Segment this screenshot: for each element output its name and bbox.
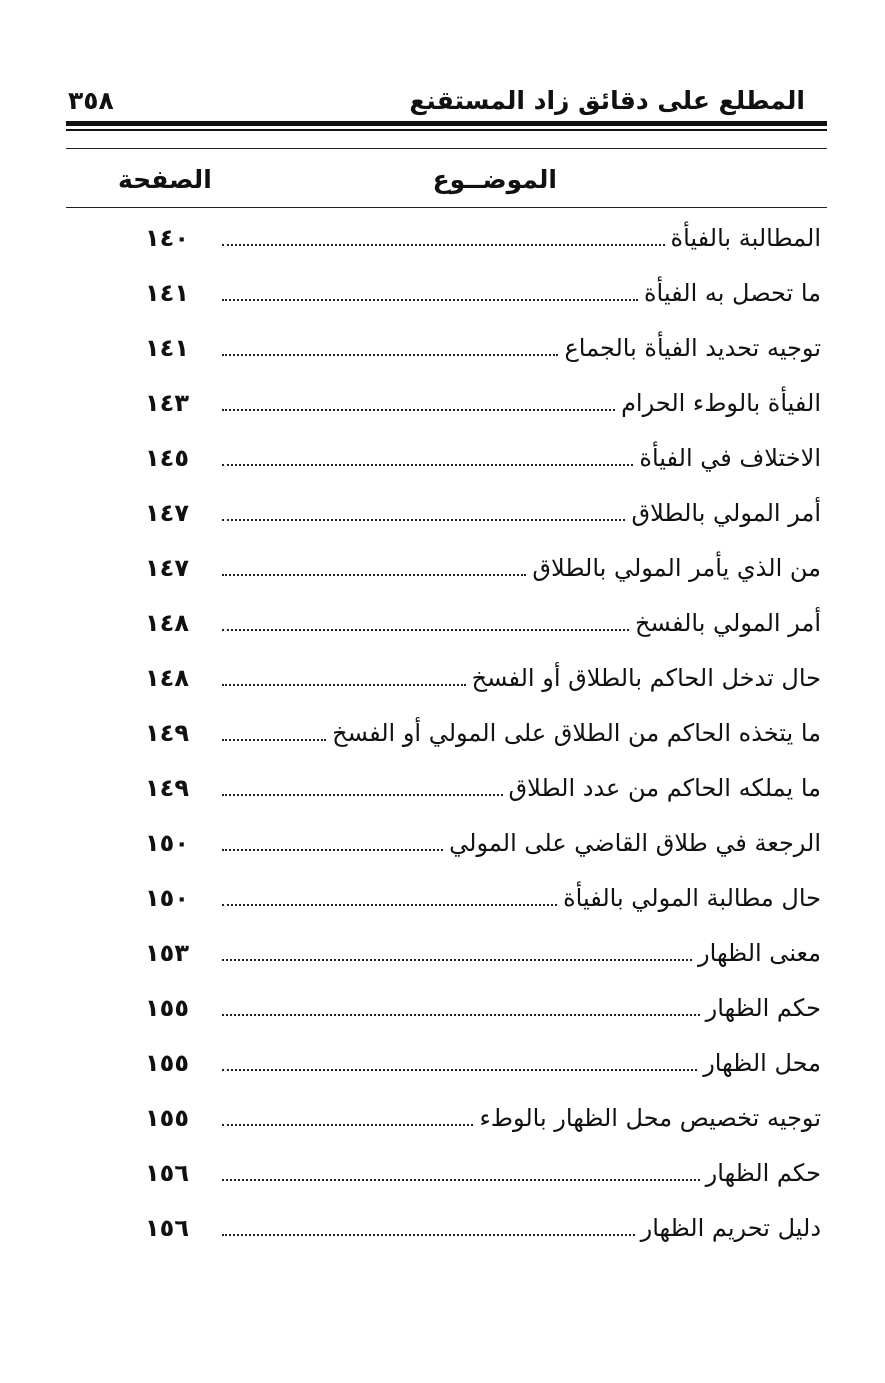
toc-entry (130, 1035, 821, 1090)
toc-entry-page: ١٤٧ (145, 553, 189, 582)
toc-entry (130, 980, 821, 1035)
toc-entry-page: ١٥٥ (145, 1048, 189, 1077)
dot-leader (222, 464, 633, 466)
toc-entry-title: أمر المولي بالفسخ (635, 608, 821, 637)
running-header (66, 80, 817, 120)
toc-entry-page: ١٤٠ (145, 223, 189, 252)
dot-leader (222, 1124, 473, 1126)
toc-entry-page: ١٤٣ (145, 388, 189, 417)
toc-entry-title: توجيه تحديد الفيأة بالجماع (564, 333, 821, 362)
toc-entry-title: الفيأة بالوطء الحرام (621, 388, 821, 417)
dot-leader (222, 1234, 635, 1236)
toc-entry-page: ١٤٨ (145, 663, 189, 692)
toc-entry-title: محل الظهار (703, 1048, 821, 1077)
toc-entry-title: من الذي يأمر المولي بالطلاق (532, 553, 821, 582)
toc-entry-title: ما يملكه الحاكم من عدد الطلاق (508, 773, 821, 802)
dot-leader (222, 684, 466, 686)
toc-entry (130, 540, 821, 595)
toc-entry-title: حكم الظهار (705, 993, 821, 1022)
toc-entry (130, 650, 821, 705)
column-headings (66, 148, 827, 208)
page-number: ٣٥٨ (68, 86, 114, 115)
toc-entry-page: ١٥٥ (145, 1103, 189, 1132)
toc-entry-title: أمر المولي بالطلاق (631, 498, 821, 527)
toc-entry-page: ١٥٥ (145, 993, 189, 1022)
toc-entry-page: ١٤٩ (145, 773, 189, 802)
toc-entry-title: ما يتخذه الحاكم من الطلاق على المولي أو الفسخ (332, 718, 821, 747)
dot-leader (222, 354, 558, 356)
page-column-heading: الصفحة (118, 165, 212, 194)
toc-entry-page: ١٥٣ (145, 938, 189, 967)
toc-entry (130, 1145, 821, 1200)
toc-entry (130, 760, 821, 815)
toc-entry (130, 265, 821, 320)
toc-entry (130, 925, 821, 980)
toc-entry-title: حال مطالبة المولي بالفيأة (563, 883, 821, 912)
toc-entry-page: ١٤١ (145, 333, 189, 362)
dot-leader (222, 794, 503, 796)
dot-leader (222, 739, 326, 741)
toc-entry-page: ١٥٠ (145, 883, 189, 912)
toc-entry-page: ١٤٧ (145, 498, 189, 527)
toc-entry-page: ١٥٦ (145, 1158, 189, 1187)
dot-leader (222, 574, 526, 576)
toc-entry-page: ١٤٩ (145, 718, 189, 747)
toc-entry-page: ١٤٨ (145, 608, 189, 637)
toc-entry-title: حال تدخل الحاكم بالطلاق أو الفسخ (471, 663, 821, 692)
toc-entry (130, 210, 821, 265)
dot-leader (222, 1179, 700, 1181)
toc-entry-title: معنى الظهار (698, 938, 821, 967)
dot-leader (222, 244, 665, 246)
toc-entry-title: الاختلاف في الفيأة (639, 443, 821, 472)
toc-entry-page: ١٤١ (145, 278, 189, 307)
dot-leader (222, 904, 557, 906)
toc-entry (130, 870, 821, 925)
toc-entry (130, 375, 821, 430)
book-title: المطلع على دقائق زاد المستقنع (409, 86, 805, 115)
toc-entry (130, 1090, 821, 1145)
dot-leader (222, 299, 638, 301)
toc-entry (130, 320, 821, 375)
dot-leader (222, 959, 692, 961)
header-rule-thin (66, 129, 827, 131)
dot-leader (222, 519, 625, 521)
table-of-contents (130, 210, 821, 1255)
toc-entry-page: ١٥٠ (145, 828, 189, 857)
dot-leader (222, 409, 615, 411)
dot-leader (222, 1014, 700, 1016)
toc-entry-title: دليل تحريم الظهار (640, 1213, 821, 1242)
toc-entry (130, 430, 821, 485)
dot-leader (222, 629, 629, 631)
topic-column-heading: الموضــوع (432, 165, 557, 194)
dot-leader (222, 849, 443, 851)
toc-entry (130, 705, 821, 760)
toc-entry (130, 595, 821, 650)
toc-entry (130, 1200, 821, 1255)
toc-entry-title: المطالبة بالفيأة (670, 223, 821, 252)
dot-leader (222, 1069, 697, 1071)
toc-entry-title: الرجعة في طلاق القاضي على المولي (449, 828, 821, 857)
header-rule-thick (66, 121, 827, 126)
toc-entry-title: حكم الظهار (705, 1158, 821, 1187)
toc-entry (130, 485, 821, 540)
toc-entry-page: ١٤٥ (145, 443, 189, 472)
toc-entry-title: توجيه تخصيص محل الظهار بالوطء (479, 1103, 821, 1132)
toc-entry-title: ما تحصل به الفيأة (643, 278, 821, 307)
toc-entry (130, 815, 821, 870)
toc-entry-page: ١٥٦ (145, 1213, 189, 1242)
